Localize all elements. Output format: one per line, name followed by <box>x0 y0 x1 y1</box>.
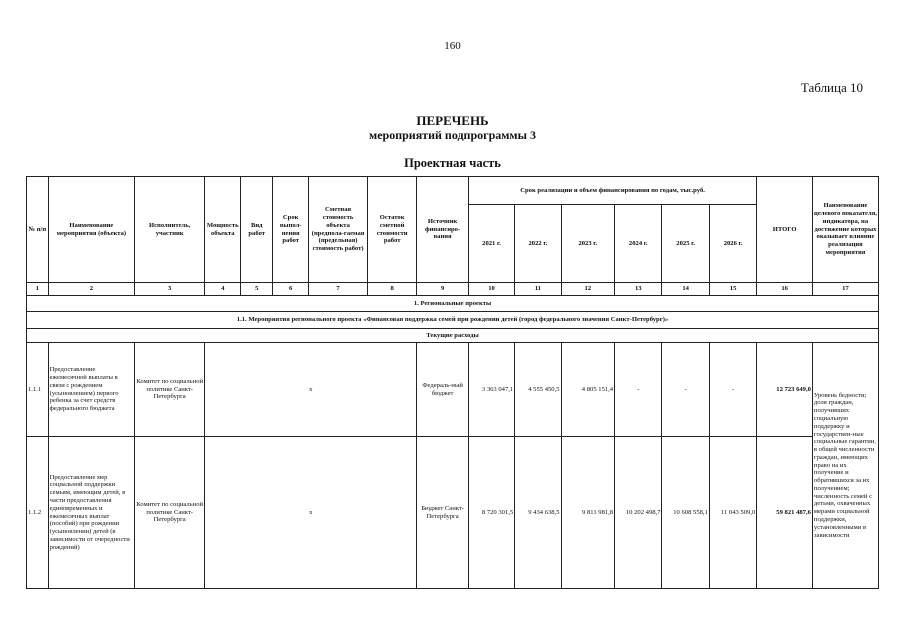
column-number: 3 <box>135 283 205 296</box>
column-number: 11 <box>515 283 561 296</box>
row-source: Федераль-ный бюджет <box>417 343 469 437</box>
column-number: 4 <box>205 283 241 296</box>
header-estimated-cost: Сметная стоимость объекта (предпола-гаемая (предельная) стоимость работ) <box>309 177 368 283</box>
column-number: 17 <box>812 283 878 296</box>
row-value-2026: - <box>709 343 756 437</box>
row-value-2025: 10 608 558,1 <box>662 437 709 589</box>
row-value-2024: 10 202 498,7 <box>615 437 662 589</box>
header-term: Срок выпол-нения работ <box>273 177 309 283</box>
row-value-2023: 9 811 981,8 <box>561 437 615 589</box>
column-number-row <box>27 283 879 296</box>
row-name: Предоставление ежемесячной выплаты в связи с рождением (усыновлением) первого ребенка за счет средств федерального бюджета <box>48 343 135 437</box>
row-value-2025: - <box>662 343 709 437</box>
row-num: 1.1.2 <box>27 437 49 589</box>
column-number: 9 <box>417 283 469 296</box>
column-number: 2 <box>48 283 135 296</box>
row-executor: Комитет по социальной политике Санкт-Петербурга <box>135 437 205 589</box>
header-year-2025: 2025 г. <box>662 205 709 283</box>
measures-table <box>26 176 879 589</box>
header-total: ИТОГО <box>757 177 813 283</box>
header-year-2026: 2026 г. <box>709 205 756 283</box>
table-label: Таблица 10 <box>800 80 863 95</box>
header-source: Источник финансиро-вания <box>417 177 469 283</box>
section-header: 1. Региональные проекты <box>27 296 879 312</box>
row-num: 1.1.1 <box>27 343 49 437</box>
row-value-2026: 11 043 509,0 <box>709 437 756 589</box>
row-merged-mark: х <box>205 343 417 437</box>
header-work-type: Вид работ <box>241 177 273 283</box>
row-value-2021: 8 720 301,5 <box>468 437 514 589</box>
row-executor: Комитет по социальной политике Санкт-Петербурга <box>135 343 205 437</box>
section-title: Проектная часть <box>404 156 501 170</box>
header-capacity: Мощность объекта <box>205 177 241 283</box>
header-name: Наименование мероприятия (объекта) <box>48 177 135 283</box>
column-number: 12 <box>561 283 615 296</box>
header-remaining-cost: Остаток сметной стоимости работ <box>367 177 416 283</box>
row-value-2023: 4 805 151,4 <box>561 343 615 437</box>
current-expenses-header: Текущие расходы <box>27 329 879 343</box>
column-number: 13 <box>615 283 662 296</box>
document-title: ПЕРЕЧЕНЬ <box>416 113 489 128</box>
column-number: 7 <box>309 283 368 296</box>
header-year-2022: 2022 г. <box>515 205 561 283</box>
header-period-group: Срок реализации и объем финансирования по годам, тыс.руб. <box>468 177 756 205</box>
row-value-2022: 4 555 450,5 <box>515 343 561 437</box>
table-row <box>27 343 879 437</box>
document-subtitle: мероприятий подпрограммы 3 <box>369 128 536 142</box>
row-value-2022: 9 434 638,5 <box>515 437 561 589</box>
column-number: 8 <box>367 283 416 296</box>
header-year-2024: 2024 г. <box>615 205 662 283</box>
header-year-2021: 2021 г. <box>468 205 514 283</box>
column-number: 10 <box>468 283 514 296</box>
column-number: 15 <box>709 283 756 296</box>
row-name: Предоставление мер социальной поддержки семьям, имеющим детей, в части предоставления единовременных и ежемесячных выплат (пособий) при рождении (усыновлении) детей (в зависимости от очередности рождений) <box>48 437 135 589</box>
row-source: Бюджет Санкт-Петербурга <box>417 437 469 589</box>
column-number: 6 <box>273 283 309 296</box>
column-number: 14 <box>662 283 709 296</box>
header-indicator: Наименование целевого показателя, индикатора, на достижение которых оказывает влияние реализация мероприятия <box>812 177 878 283</box>
indicator-cell: Уровень бедности; доля граждан, получивших социальную поддержку и государствен-ные социальные гарантии, в общей численности граждан, имеющих право на их получение и обратившихся за их получением; численность семей с детьми, охваченных мерами социальной поддержки, установленными в зависимости <box>812 343 878 589</box>
header-year-2023: 2023 г. <box>561 205 615 283</box>
column-number: 5 <box>241 283 273 296</box>
row-value-2024: - <box>615 343 662 437</box>
table-row <box>27 437 879 589</box>
subsection-header: 1.1. Мероприятия регионального проекта «Финансовая поддержка семей при рождении детей (город федерального значения Санкт-Петербург)» <box>27 312 879 329</box>
row-total: 59 821 487,6 <box>757 437 813 589</box>
header-num: № п/п <box>27 177 49 283</box>
row-total: 12 723 649,0 <box>757 343 813 437</box>
row-merged-mark: х <box>205 437 417 589</box>
column-number: 16 <box>757 283 813 296</box>
header-executor: Исполнитель, участник <box>135 177 205 283</box>
row-value-2021: 3 363 047,1 <box>468 343 514 437</box>
page-number: 160 <box>444 40 461 52</box>
column-number: 1 <box>27 283 49 296</box>
